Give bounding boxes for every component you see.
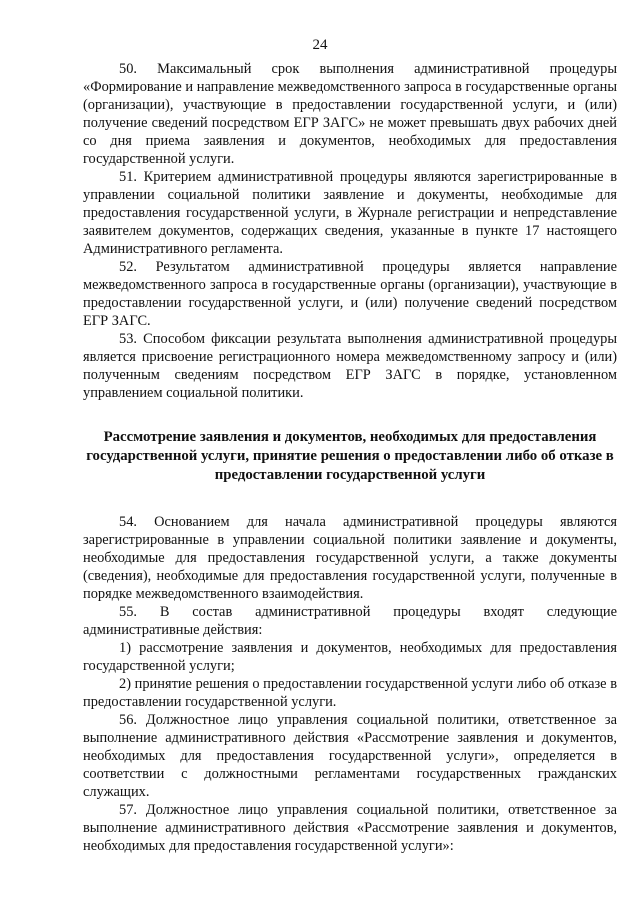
paragraph-54: 54. Основанием для начала административной процедуры являются зарегистрированные в управлении социальной политики заявление и документы, необходимые для предоставления государственной услуги, а также документы (сведения), необходимые для предоставления государственной услуги, полученные в порядке межведомственного взаимодействия.	[83, 514, 617, 602]
paragraph-50: 50. Максимальный срок выполнения административной процедуры «Формирование и направление межведомственного запроса в государственные органы (организации), участвующие в предоставлении государственной услуги, и (или) получение сведений посредством ЕГР ЗАГС» не может превышать двух рабочих дней со дня приема заявления и документов, необходимых для предоставления государственной услуги.	[83, 61, 617, 167]
document-body	[83, 60, 617, 855]
paragraph-52: 52. Результатом административной процедуры является направление межведомственного запроса в государственные органы (организации), участвующие в предоставлении государственной услуги, и (или) получение сведений посредством ЕГР ЗАГС.	[83, 259, 617, 329]
paragraph-57: 57. Должностное лицо управления социальной политики, ответственное за выполнение административного действия «Рассмотрение заявления и документов, необходимых для предоставления государственной услуги»:	[83, 802, 617, 854]
section-heading: Рассмотрение заявления и документов, необходимых для предоставления государственной услуги, принятие решения о предоставлении либо об отказе в предоставлении государственной услуги	[86, 429, 614, 483]
list-item-2: 2) принятие решения о предоставлении государственной услуги либо об отказе в предоставлении государственной услуги.	[83, 676, 617, 710]
paragraph-56: 56. Должностное лицо управления социальной политики, ответственное за выполнение административного действия «Рассмотрение заявления и документов, необходимых для предоставления государственной услуги», определяется в соответствии с должностными регламентами государственных гражданских служащих.	[83, 712, 617, 800]
paragraph-55: 55. В состав административной процедуры входят следующие административные действия:	[83, 604, 617, 638]
page-number: 24	[312, 37, 328, 53]
paragraph-51: 51. Критерием административной процедуры являются зарегистрированные в управлении социальной политики заявление и документы, необходимые для предоставления государственной услуги, в Журнале регистрации и непредставление заявителем документов, содержащих сведения, указанные в пункте 17 настоящего Административного регламента.	[83, 169, 617, 257]
paragraph-53: 53. Способом фиксации результата выполнения административной процедуры является присвоение регистрационного номера межведомственному запросу и (или) полученным сведениям посредством ЕГР ЗАГС в порядке, установленном управлением социальной политики.	[83, 331, 617, 401]
list-item-1: 1) рассмотрение заявления и документов, необходимых для предоставления государственной услуги;	[83, 640, 617, 674]
